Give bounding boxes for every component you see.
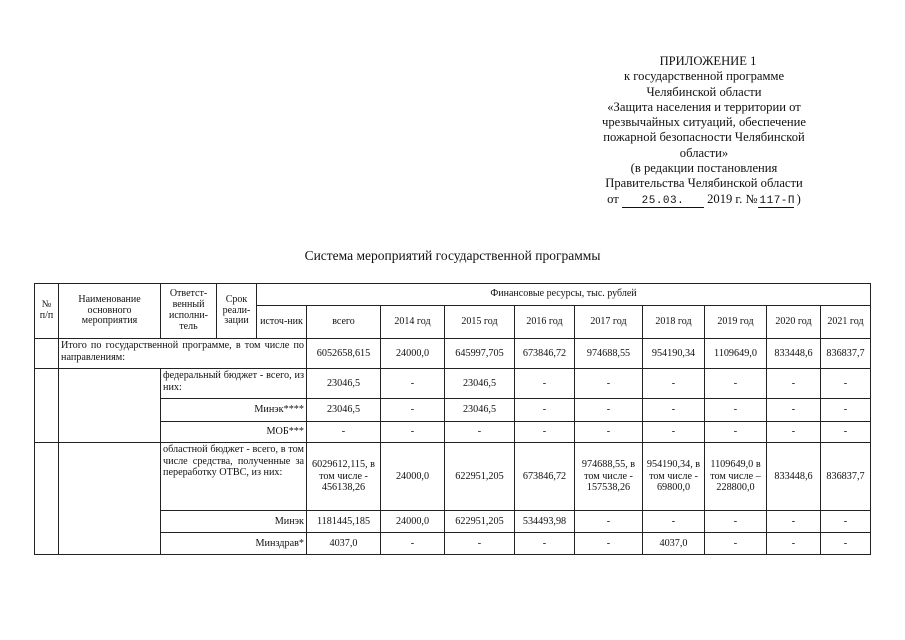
cell-value: -: [705, 533, 767, 555]
appendix-line: пожарной безопасности Челябинской: [603, 130, 805, 145]
cell-value: 974688,55, в том числе - 157538,26: [575, 443, 643, 511]
cell-value: -: [767, 533, 821, 555]
header-year: 2020 год: [767, 306, 821, 339]
cell-total: 23046,5: [307, 399, 381, 422]
cell-num: [35, 339, 59, 369]
header-year: 2021 год: [821, 306, 871, 339]
cell-value: -: [445, 422, 515, 443]
header-year: 2016 год: [515, 306, 575, 339]
cell-total: 6052658,615: [307, 339, 381, 369]
appendix-line: к государственной программе: [623, 69, 785, 84]
cell-name: [59, 443, 161, 555]
appendix-line: области»: [679, 145, 729, 160]
cell-value: -: [767, 511, 821, 533]
cell-value: 673846,72: [515, 443, 575, 511]
cell-value: -: [767, 422, 821, 443]
cell-value: 534493,98: [515, 511, 575, 533]
table-row: [35, 422, 871, 443]
header-year: 2015 год: [445, 306, 515, 339]
document-title: Система мероприятий государственной программы: [304, 248, 601, 263]
cell-value: 833448,6: [767, 339, 821, 369]
cell-value: -: [643, 422, 705, 443]
cell-value: -: [821, 422, 871, 443]
cell-value: -: [705, 369, 767, 399]
header-num: № п/п: [35, 284, 59, 339]
table-row: [35, 511, 871, 533]
cell-value: -: [381, 399, 445, 422]
cell-value: -: [767, 399, 821, 422]
cell-value: -: [821, 369, 871, 399]
table-row: [35, 443, 871, 511]
cell-value: -: [515, 399, 575, 422]
cell-value: -: [575, 422, 643, 443]
cell-total: 23046,5: [307, 369, 381, 399]
cell-value: 954190,34, в том числе - 69800,0: [643, 443, 705, 511]
cell-value: -: [643, 511, 705, 533]
cell-value: -: [515, 533, 575, 555]
header-name: Наименование основного мероприятия: [59, 284, 161, 339]
appendix-line: «Защита населения и территории от: [607, 99, 801, 114]
handwritten-date: 25.03.: [622, 195, 704, 208]
cell-value: 645997,705: [445, 339, 515, 369]
row-label: Минздрав*: [161, 533, 307, 555]
appendix-line: (в редакции постановления: [630, 161, 778, 176]
row-label: областной бюджет - всего, в том числе средства, полученные за переработку ОТВС, из них:: [161, 443, 307, 511]
cell-value: 622951,205: [445, 511, 515, 533]
cell-value: -: [515, 422, 575, 443]
row-label: МОБ***: [161, 422, 307, 443]
row-label: Минэк****: [161, 399, 307, 422]
cell-value: -: [575, 399, 643, 422]
header-term: Срок реали-зации: [217, 284, 257, 339]
table-row: [35, 369, 871, 399]
cell-total: 6029612,115, в том числе - 456138,26: [307, 443, 381, 511]
cell-value: -: [821, 511, 871, 533]
header-year: 2018 год: [643, 306, 705, 339]
cell-value: -: [575, 533, 643, 555]
date-year: 2019 г. №: [707, 191, 758, 206]
appendix-heading: ПРИЛОЖЕНИЕ 1: [659, 54, 757, 68]
cell-value: -: [821, 533, 871, 555]
cell-value: -: [821, 399, 871, 422]
header-year: 2014 год: [381, 306, 445, 339]
cell-total: 4037,0: [307, 533, 381, 555]
appendix-line: чрезвычайных ситуаций, обеспечение: [601, 115, 806, 130]
table-row: [35, 339, 871, 369]
cell-value: 836837,7: [821, 443, 871, 511]
cell-total: 1181445,185: [307, 511, 381, 533]
cell-value: -: [705, 511, 767, 533]
cell-value: -: [705, 399, 767, 422]
cell-value: -: [515, 369, 575, 399]
cell-name: [59, 369, 161, 443]
cell-value: 24000,0: [381, 443, 445, 511]
cell-value: -: [381, 422, 445, 443]
cell-value: 23046,5: [445, 369, 515, 399]
header-source: источ-ник: [257, 306, 307, 339]
cell-value: -: [643, 369, 705, 399]
header-finance: Финансовые ресурсы, тыс. рублей: [257, 284, 871, 306]
cell-value: -: [381, 533, 445, 555]
table-row: [35, 533, 871, 555]
cell-total: -: [307, 422, 381, 443]
cell-value: 833448,6: [767, 443, 821, 511]
cell-value: -: [575, 511, 643, 533]
row-label: Минэк: [161, 511, 307, 533]
appendix-line: Правительства Челябинской области: [605, 176, 803, 191]
header-total: всего: [307, 306, 381, 339]
cell-value: 954190,34: [643, 339, 705, 369]
row-label: Итого по государственной программе, в том числе по направлениям:: [59, 339, 307, 369]
cell-value: -: [575, 369, 643, 399]
header-year: 2019 год: [705, 306, 767, 339]
appendix-date-line: [566, 192, 842, 208]
cell-value: 836837,7: [821, 339, 871, 369]
cell-value: 1109649,0 в том числе – 228800,0: [705, 443, 767, 511]
header-year: 2017 год: [575, 306, 643, 339]
cell-value: -: [445, 533, 515, 555]
cell-value: 4037,0: [643, 533, 705, 555]
date-prefix: от: [607, 191, 619, 206]
cell-num: [35, 443, 59, 555]
cell-value: -: [643, 399, 705, 422]
row-label: федеральный бюджет - всего, из них:: [161, 369, 307, 399]
cell-value: 673846,72: [515, 339, 575, 369]
cell-value: 974688,55: [575, 339, 643, 369]
handwritten-number: 117-П: [759, 194, 796, 207]
cell-value: 24000,0: [381, 339, 445, 369]
program-measures-table: [34, 283, 871, 555]
cell-value: -: [767, 369, 821, 399]
header-executor: Ответст-венный исполни-тель: [161, 284, 217, 339]
cell-num: [35, 369, 59, 443]
table-row: [35, 399, 871, 422]
cell-value: -: [705, 422, 767, 443]
cell-value: 622951,205: [445, 443, 515, 511]
cell-value: 1109649,0: [705, 339, 767, 369]
cell-value: -: [381, 369, 445, 399]
header-row: [35, 284, 871, 306]
cell-value: 23046,5: [445, 399, 515, 422]
appendix-block: [566, 54, 842, 208]
date-suffix: ): [796, 191, 801, 206]
appendix-line: Челябинской области: [646, 84, 762, 99]
cell-value: 24000,0: [381, 511, 445, 533]
